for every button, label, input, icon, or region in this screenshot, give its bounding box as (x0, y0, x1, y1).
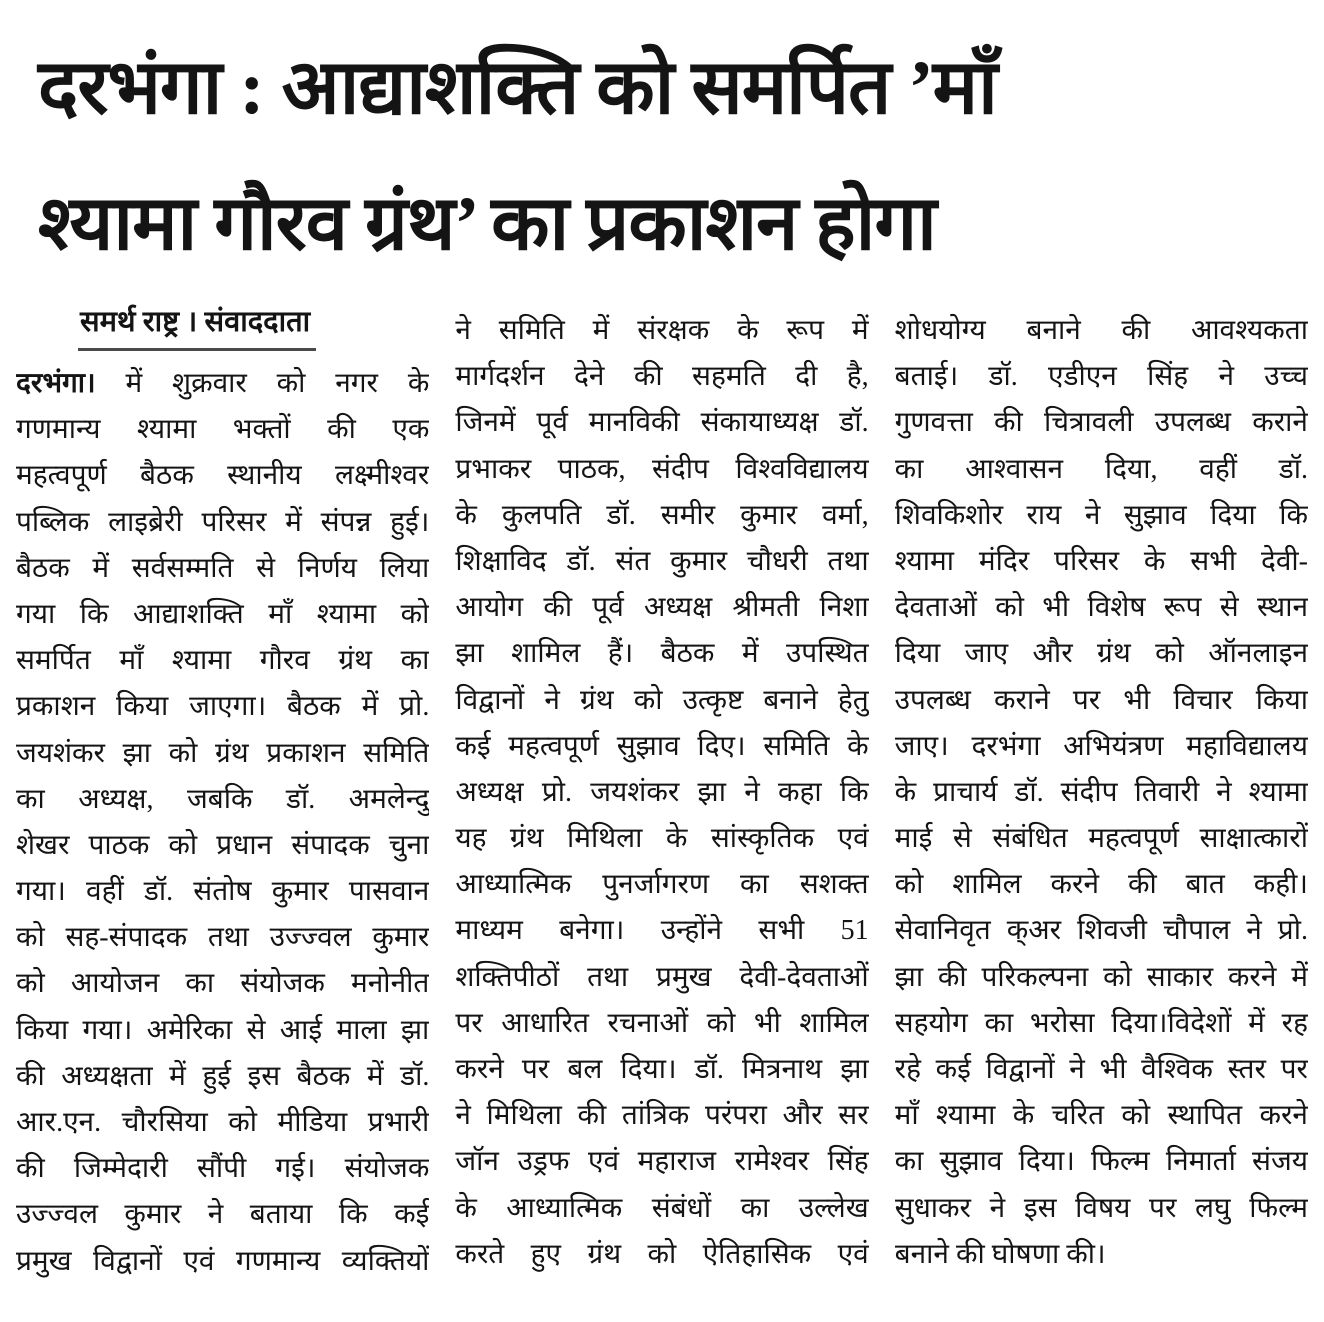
article-line: पब्लिक लाइब्रेरी परिसर में संपन्न हुई। (16, 506, 430, 538)
article-line: के कुलपति डॉ. समीर कुमार वर्मा, (455, 499, 869, 531)
article-line: गया कि आद्याशक्ति माँ श्यामा को (16, 598, 430, 630)
article-line: को शामिल करने की बात कही। (894, 869, 1308, 901)
article-line: श्यामा मंदिर परिसर के सभी देवी- (894, 545, 1308, 577)
article-line: जिनमें पूर्व मानविकी संकायाध्यक्ष डॉ. (455, 407, 869, 439)
article-line: दिया जाए और ग्रंथ को ऑनलाइन (894, 638, 1308, 670)
article-line: करते हुए ग्रंथ को ऐतिहासिक एवं (455, 1238, 869, 1270)
byline: समर्थ राष्ट्र । संवाददाता (78, 306, 316, 351)
article-line: उज्ज्वल कुमार ने बताया कि कई (16, 1199, 430, 1231)
article-line: प्रमुख विद्वानों एवं गणमान्य व्यक्तियों (16, 1245, 430, 1277)
article-line: शिवकिशोर राय ने सुझाव दिया कि (894, 499, 1308, 531)
byline-wrap (78, 306, 429, 351)
headline-line-2: श्यामा गौरव ग्रंथ’ का प्रकाशन होगा (38, 182, 936, 266)
article-line: आर.एन. चौरसिया को मीडिया प्रभारी (16, 1107, 430, 1138)
article-line: को सह-संपादक तथा उज्ज्वल कुमार (16, 922, 430, 954)
article-line: आध्यात्मिक पुनर्जागरण का सशक्त (455, 869, 869, 901)
column-text-2 (455, 308, 868, 1278)
article-line: शक्तिपीठों तथा प्रमुख देवी-देवताओं (455, 961, 869, 993)
article-line: दरभंगा। में शुक्रवार को नगर के (16, 368, 430, 399)
article-line: देवताओं को भी विशेष रूप से स्थान (894, 592, 1308, 624)
article-column-2 (455, 308, 868, 1285)
article-line: शेखर पाठक को प्रधान संपादक चुना (16, 829, 430, 861)
article-line: महत्वपूर्ण बैठक स्थानीय लक्ष्मीश्वर (16, 460, 430, 492)
article-line: रहे कई विद्वानों ने भी वैश्विक स्तर पर (894, 1054, 1308, 1085)
column-text-1 (16, 361, 429, 1285)
article-line: गणमान्य श्यामा भक्तों की एक (16, 414, 430, 446)
article-line: बैठक में सर्वसम्मति से निर्णय लिया (16, 552, 430, 584)
article-line: सेवानिवृत क्अर शिवजी चौपाल ने प्रो. (894, 915, 1308, 947)
article-line: माध्यम बनेगा। उन्होंने सभी 51 (455, 915, 869, 947)
article-line: सहयोग का भरोसा दिया।विदेशों में रह (894, 1007, 1308, 1039)
article-line: ने मिथिला की तांत्रिक परंपरा और सर (455, 1100, 869, 1132)
article-line: जाए। दरभंगा अभियंत्रण महाविद्यालय (894, 730, 1308, 762)
article-line: की जिम्मेदारी सौंपी गई। संयोजक (16, 1153, 430, 1185)
article-line: को आयोजन का संयोजक मनोनीत (16, 968, 430, 1000)
column-text-3 (895, 308, 1308, 1278)
article-line: प्रकाशन किया जाएगा। बैठक में प्रो. (16, 691, 430, 723)
article-line: अध्यक्ष प्रो. जयशंकर झा ने कहा कि (455, 776, 869, 808)
article-line: करने पर बल दिया। डॉ. मित्रनाथ झा (455, 1054, 869, 1085)
article-line: का आश्वासन दिया, वहीं डॉ. (894, 453, 1308, 485)
article-line: मार्गदर्शन देने की सहमति दी है, (455, 361, 869, 393)
article-column-3 (895, 308, 1308, 1285)
article-line: झा की परिकल्पना को साकार करने में (894, 961, 1308, 993)
article-line: जॉन उड्रफ एवं महाराज रामेश्वर सिंह (455, 1146, 869, 1178)
article-line: विद्वानों ने ग्रंथ को उत्कृष्ट बनाने हेतु (455, 684, 869, 716)
article-line: कई महत्वपूर्ण सुझाव दिए। समिति के (455, 730, 869, 762)
article-body (0, 292, 1324, 1285)
article-line: ने समिति में संरक्षक के रूप में (455, 315, 869, 346)
article-line: का सुझाव दिया। फिल्म निमार्ता संजय (894, 1146, 1308, 1178)
article-line: के प्राचार्य डॉ. संदीप तिवारी ने श्यामा (894, 776, 1308, 808)
article-line: किया गया। अमेरिका से आई माला झा (16, 1014, 430, 1046)
article-line: झा शामिल हैं। बैठक में उपस्थित (455, 638, 869, 670)
article-line: उपलब्ध कराने पर भी विचार किया (894, 684, 1308, 716)
article-line: आयोग की पूर्व अध्यक्ष श्रीमती निशा (455, 592, 869, 624)
article-headline (0, 0, 1324, 292)
article-line: जयशंकर झा को ग्रंथ प्रकाशन समिति (16, 737, 430, 769)
article-line: गया। वहीं डॉ. संतोष कुमार पासवान (16, 876, 430, 908)
article-line: का अध्यक्ष, जबकि डॉ. अमलेन्दु (16, 783, 430, 815)
article-column-1 (16, 308, 429, 1285)
article-line: शोधयोग्य बनाने की आवश्यकता (894, 315, 1308, 346)
article-line: के आध्यात्मिक संबंधों का उल्लेख (455, 1192, 869, 1224)
article-line: समर्पित माँ श्यामा गौरव ग्रंथ का (16, 645, 430, 677)
article-line: बताई। डॉ. एडीएन सिंह ने उच्च (894, 361, 1308, 393)
article-line: शिक्षाविद डॉ. संत कुमार चौधरी तथा (455, 545, 869, 577)
article-line: पर आधारित रचनाओं को भी शामिल (455, 1007, 869, 1039)
article-line: बनाने की घोषणा की। (894, 1238, 1106, 1270)
article-line: गुणवत्ता की चित्रावली उपलब्ध कराने (894, 407, 1308, 439)
article-line: माँ श्यामा के चरित को स्थापित करने (894, 1100, 1308, 1132)
dateline-bold: दरभंगा। (16, 368, 96, 399)
article-line: प्रभाकर पाठक, संदीप विश्वविद्यालय (455, 453, 869, 485)
article-line: यह ग्रंथ मिथिला के सांस्कृतिक एवं (455, 823, 869, 855)
article-line: माई से संबंधित महत्वपूर्ण साक्षात्कारों (894, 823, 1308, 855)
article-line: की अध्यक्षता में हुई इस बैठक में डॉ. (16, 1060, 430, 1092)
headline-line-1: दरभंगा : आद्याशक्ति को समर्पित ’माँ (38, 46, 997, 130)
article-line: सुधाकर ने इस विषय पर लघु फिल्म (894, 1192, 1308, 1224)
